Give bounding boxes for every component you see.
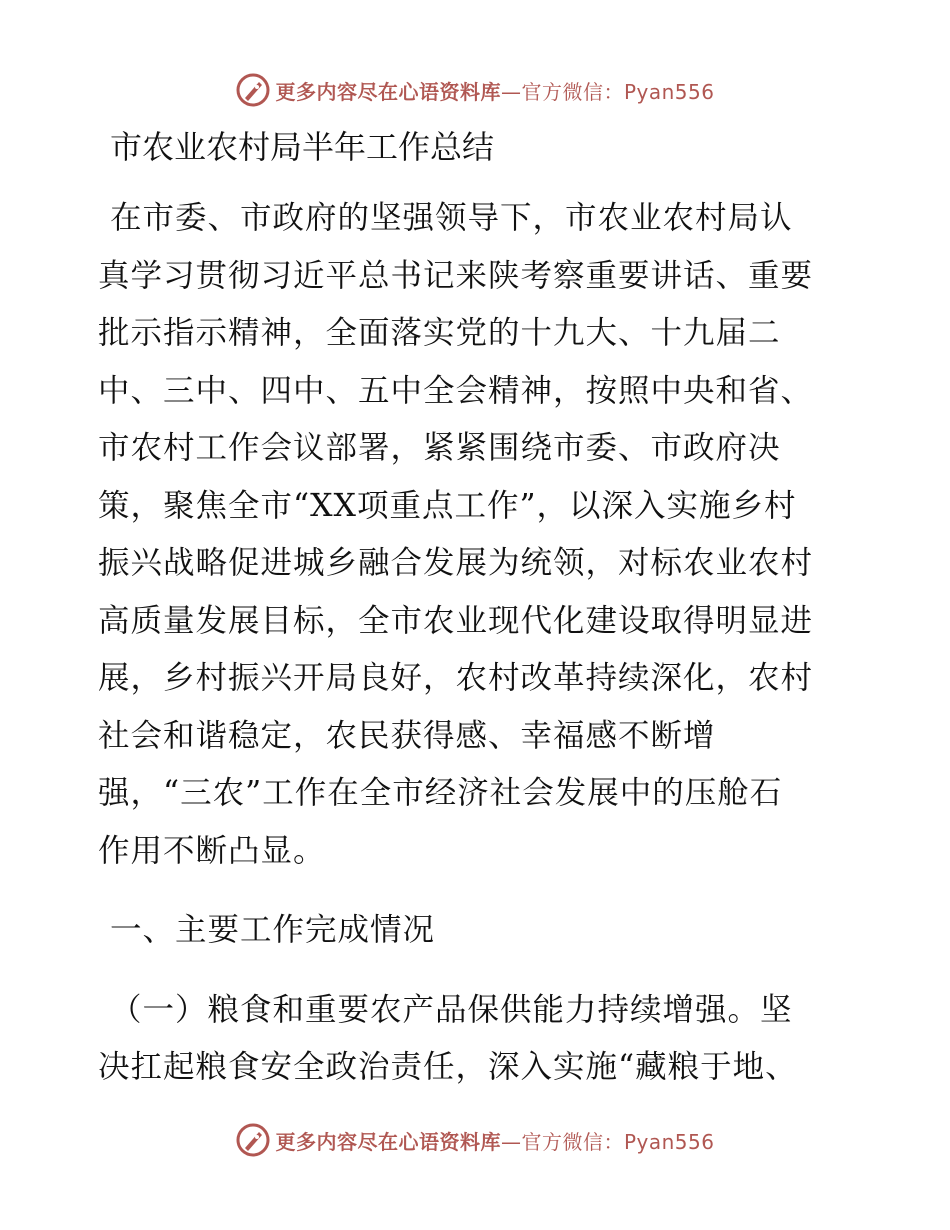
watermark-text: 更多内容尽在心语资料库—官方微信：Pyan556 xyxy=(275,79,715,104)
paragraph-line: 策，聚焦全市“XX项重点工作”，以深入实施乡村 xyxy=(98,487,797,524)
watermark-header xyxy=(0,70,950,110)
paragraph-line: 强，“三农”工作在全市经济社会发展中的压舱石 xyxy=(98,775,783,811)
fountain-pen-logo-icon xyxy=(235,72,271,108)
document-body xyxy=(98,118,858,1097)
intro-paragraph xyxy=(98,190,858,880)
paragraph-line: 作用不断凸显。 xyxy=(98,832,326,869)
paragraph-line: 批示指示精神，全面落实党的十九大、十九届二 xyxy=(98,315,781,351)
subsection-paragraph xyxy=(98,982,858,1097)
paragraph-line: （一）粮食和重要农产品保供能力持续增强。坚 xyxy=(110,991,793,1028)
fountain-pen-logo-icon xyxy=(235,1122,271,1158)
paragraph-line: 市农村工作会议部署，紧紧围绕市委、市政府决 xyxy=(98,430,781,466)
paragraph-line: 高质量发展目标，全市农业现代化建设取得明显进 xyxy=(98,602,814,639)
paragraph-line: 社会和谐稳定，农民获得感、幸福感不断增 xyxy=(98,717,716,754)
watermark-footer xyxy=(0,1120,950,1160)
paragraph-line: 振兴战略促进城乡融合发展为统领，对标农业农村 xyxy=(98,545,814,581)
paragraph-line: 真学习贯彻习近平总书记来陕考察重要讲话、重要 xyxy=(98,257,814,294)
paragraph-line: 中、三中、四中、五中全会精神，按照中央和省、 xyxy=(98,372,814,409)
paragraph-line: 决扛起粮食安全政治责任，深入实施“藏粮于地、 xyxy=(98,1049,798,1085)
paragraph-line: 展，乡村振兴开局良好，农村改革持续深化，农村 xyxy=(98,660,814,696)
document-title: 市农业农村局半年工作总结 xyxy=(110,128,495,166)
watermark-text: 更多内容尽在心语资料库—官方微信：Pyan556 xyxy=(275,1129,715,1154)
section-heading: 一、主要工作完成情况 xyxy=(110,912,436,948)
paragraph-line: 在市委、市政府的坚强领导下，市农业农村局认 xyxy=(110,200,793,236)
